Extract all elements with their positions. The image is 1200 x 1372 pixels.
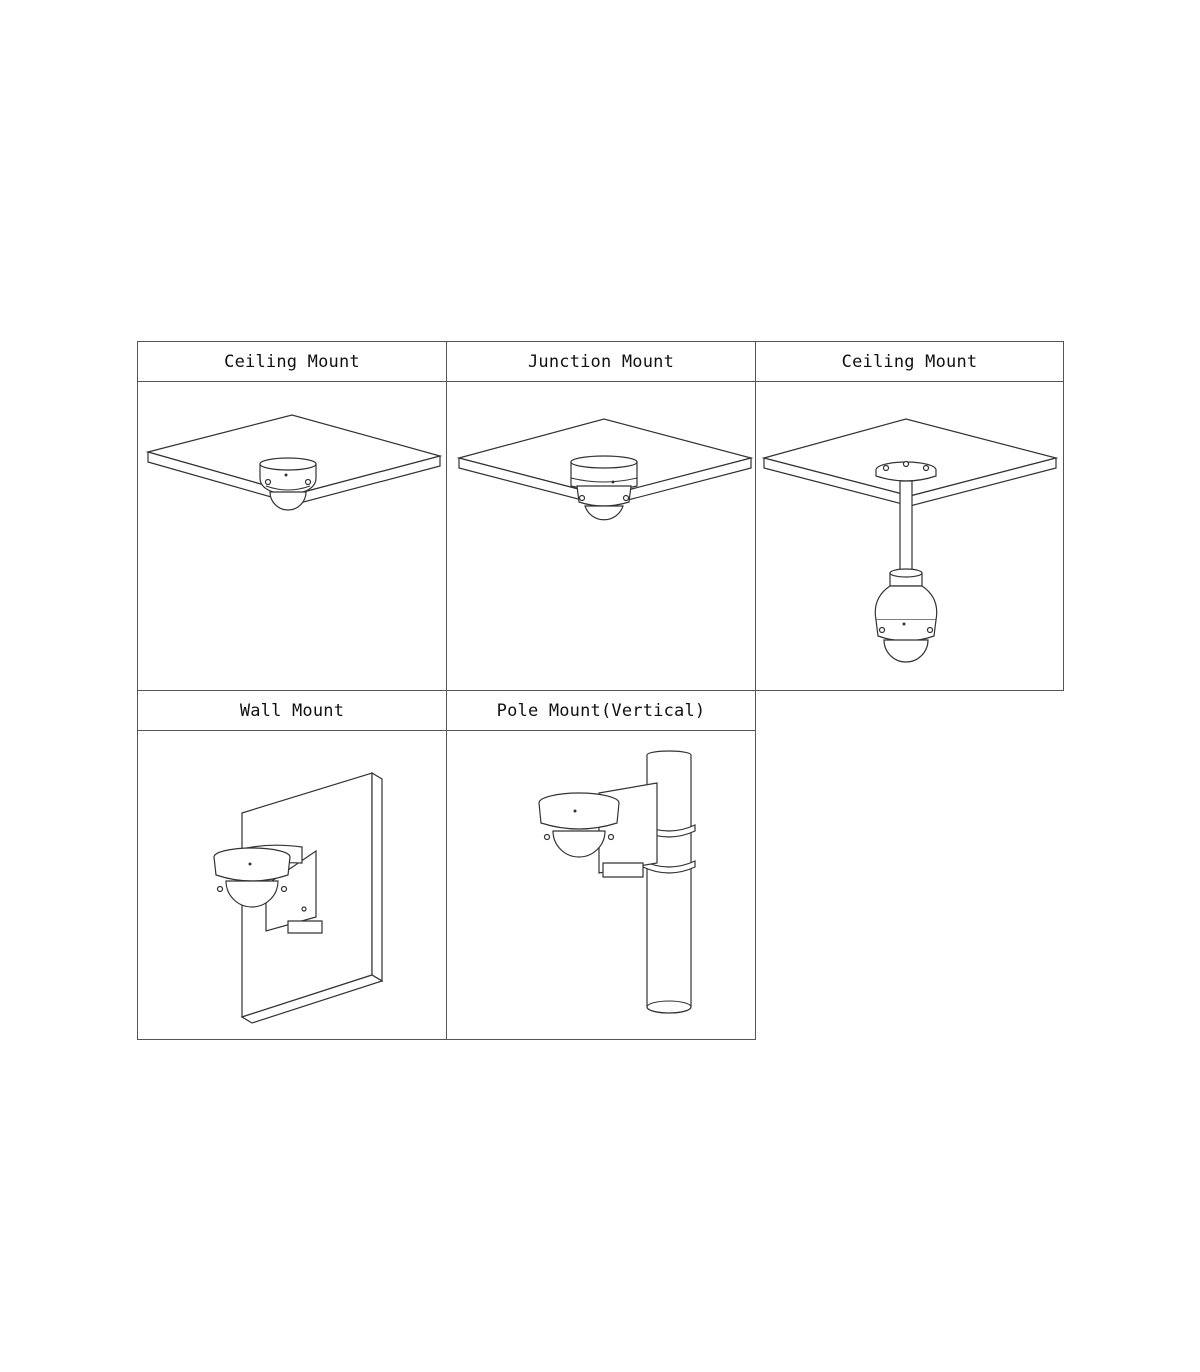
panel-title: Ceiling Mount: [138, 342, 446, 382]
pendant-ceiling-mount-illustration: [756, 382, 1063, 690]
ceiling-mount-illustration: [138, 382, 446, 690]
panel-title: Ceiling Mount: [756, 342, 1063, 382]
panel-wall-mount: [137, 690, 447, 1040]
wall-mount-illustration: [138, 731, 446, 1039]
panel-junction-mount: [446, 341, 756, 691]
junction-mount-illustration: [447, 382, 755, 690]
panel-ceiling-mount: [137, 341, 447, 691]
panel-pole-mount: [446, 690, 756, 1040]
panel-title: Pole Mount(Vertical): [447, 691, 755, 731]
pole-mount-illustration: [447, 731, 755, 1039]
panel-title: Junction Mount: [447, 342, 755, 382]
panel-pendant-ceiling-mount: [755, 341, 1064, 691]
panel-title: Wall Mount: [138, 691, 446, 731]
